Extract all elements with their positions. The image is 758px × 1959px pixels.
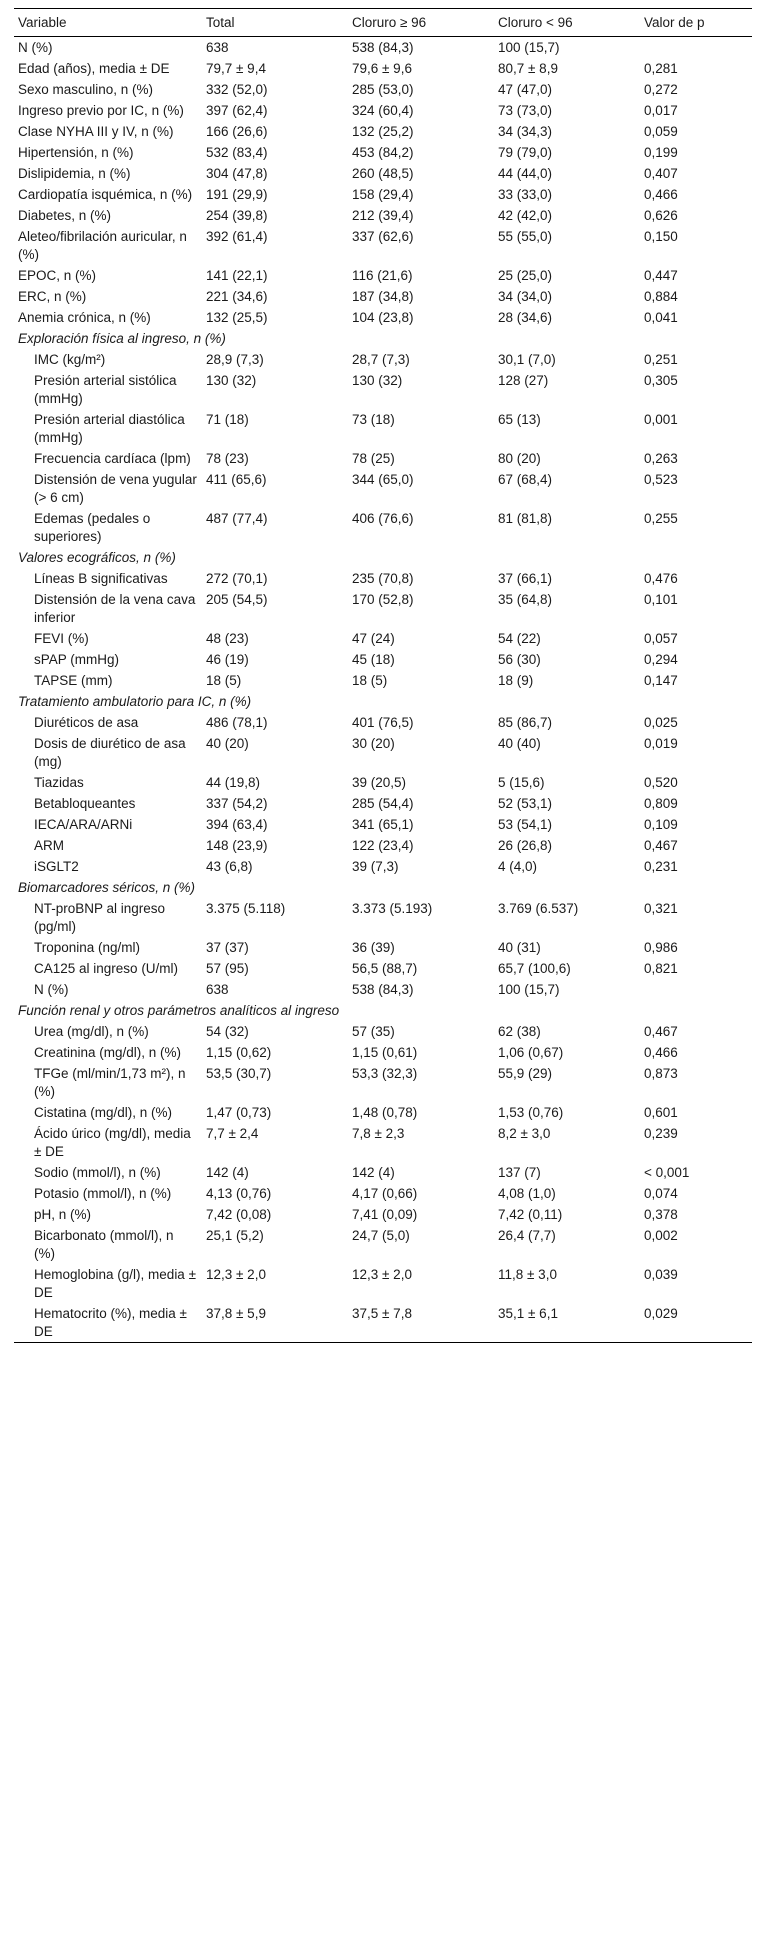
cell-cloruro-high: 285 (53,0) xyxy=(352,81,414,97)
cell-p-value: 0,986 xyxy=(644,939,678,955)
cell-cloruro-high: 132 (25,2) xyxy=(352,123,414,139)
cell-variable: Presión arterial diastólica (mmHg) xyxy=(34,411,185,445)
cell-cloruro-low: 5 (15,6) xyxy=(498,774,545,790)
cell-total: 132 (25,5) xyxy=(206,309,268,325)
cell-total: 79,7 ± 9,4 xyxy=(206,60,266,76)
cell-total: 205 (54,5) xyxy=(206,591,268,607)
cell-p-value: 0,109 xyxy=(644,816,678,832)
cell-cloruro-low: 26,4 (7,7) xyxy=(498,1227,556,1243)
cell-p-value: 0,150 xyxy=(644,228,678,244)
cell-p-value: 0,017 xyxy=(644,102,678,118)
cell-variable: Sodio (mmol/l), n (%) xyxy=(34,1164,161,1180)
cell-total: 18 (5) xyxy=(206,672,242,688)
cell-total: 142 (4) xyxy=(206,1164,249,1180)
cell-total: 7,7 ± 2,4 xyxy=(206,1125,259,1141)
cell-cloruro-low: 55 (55,0) xyxy=(498,228,553,244)
cell-p-value: 0,231 xyxy=(644,858,678,874)
cell-cloruro-low: 3.769 (6.537) xyxy=(498,900,579,916)
cell-variable: pH, n (%) xyxy=(34,1206,92,1222)
cell-cloruro-low: 4 (4,0) xyxy=(498,858,538,874)
table-row xyxy=(14,163,752,184)
cell-total: 48 (23) xyxy=(206,630,249,646)
cell-cloruro-low: 80 (20) xyxy=(498,450,541,466)
cell-cloruro-low: 25 (25,0) xyxy=(498,267,553,283)
cell-cloruro-high: 104 (23,8) xyxy=(352,309,414,325)
cell-variable: Edemas (pedales o superiores) xyxy=(34,510,151,544)
cell-total: 397 (62,4) xyxy=(206,102,268,118)
cell-p-value: 0,101 xyxy=(644,591,678,607)
cell-variable: Potasio (mmol/l), n (%) xyxy=(34,1185,172,1201)
cell-variable: Urea (mg/dl), n (%) xyxy=(34,1023,149,1039)
cell-variable: Creatinina (mg/dl), n (%) xyxy=(34,1044,182,1060)
cell-p-value: 0,025 xyxy=(644,714,678,730)
cell-p-value: 0,821 xyxy=(644,960,678,976)
cell-variable: N (%) xyxy=(18,39,53,55)
cell-total: 254 (39,8) xyxy=(206,207,268,223)
section-title: Biomarcadores séricos, n (%) xyxy=(18,879,196,895)
cell-total: 332 (52,0) xyxy=(206,81,268,97)
cell-variable: IECA/ARA/ARNi xyxy=(34,816,133,832)
cell-cloruro-low: 73 (73,0) xyxy=(498,102,553,118)
table-row xyxy=(14,307,752,328)
cell-total: 148 (23,9) xyxy=(206,837,268,853)
cell-p-value: 0,466 xyxy=(644,1044,678,1060)
header-cloruro-low: Cloruro < 96 xyxy=(494,9,640,37)
cell-variable: Anemia crónica, n (%) xyxy=(18,309,151,325)
cell-cloruro-high: 30 (20) xyxy=(352,735,395,751)
cell-cloruro-low: 35,1 ± 6,1 xyxy=(498,1305,558,1321)
cell-cloruro-low: 53 (54,1) xyxy=(498,816,553,832)
cell-p-value: 0,281 xyxy=(644,60,678,76)
cell-cloruro-low: 11,8 ± 3,0 xyxy=(498,1266,557,1282)
cell-variable: Tiazidas xyxy=(34,774,84,790)
cell-p-value: 0,873 xyxy=(644,1065,678,1081)
cell-cloruro-high: 53,3 (32,3) xyxy=(352,1065,418,1081)
cell-variable: Bicarbonato (mmol/l), n (%) xyxy=(34,1227,174,1261)
table-row xyxy=(14,835,752,856)
cell-cloruro-low: 1,06 (0,67) xyxy=(498,1044,564,1060)
cell-variable: Sexo masculino, n (%) xyxy=(18,81,154,97)
table-row xyxy=(14,100,752,121)
cell-cloruro-low: 34 (34,3) xyxy=(498,123,553,139)
cell-cloruro-low: 137 (7) xyxy=(498,1164,541,1180)
cell-cloruro-high: 260 (48,5) xyxy=(352,165,414,181)
cell-p-value: 0,294 xyxy=(644,651,678,667)
cell-cloruro-high: 7,8 ± 2,3 xyxy=(352,1125,405,1141)
cell-variable: Dislipidemia, n (%) xyxy=(18,165,131,181)
cell-p-value: 0,001 xyxy=(644,411,678,427)
cell-cloruro-low: 65,7 (100,6) xyxy=(498,960,571,976)
cell-total: 25,1 (5,2) xyxy=(206,1227,264,1243)
cell-variable: IMC (kg/m²) xyxy=(34,351,106,367)
cell-cloruro-low: 8,2 ± 3,0 xyxy=(498,1125,551,1141)
table-row xyxy=(14,793,752,814)
cell-p-value: 0,019 xyxy=(644,735,678,751)
cell-total: 141 (22,1) xyxy=(206,267,268,283)
cell-cloruro-low: 62 (38) xyxy=(498,1023,541,1039)
cell-cloruro-high: 4,17 (0,66) xyxy=(352,1185,418,1201)
cell-total: 411 (65,6) xyxy=(206,471,267,487)
cell-cloruro-low: 81 (81,8) xyxy=(498,510,553,526)
cell-cloruro-high: 401 (76,5) xyxy=(352,714,414,730)
cell-cloruro-high: 158 (29,4) xyxy=(352,186,414,202)
table-row xyxy=(14,856,752,877)
cell-cloruro-high: 7,41 (0,09) xyxy=(352,1206,418,1222)
cell-p-value: 0,147 xyxy=(644,672,678,688)
cell-cloruro-high: 285 (54,4) xyxy=(352,795,414,811)
cell-cloruro-low: 7,42 (0,11) xyxy=(498,1206,563,1222)
cell-p-value xyxy=(640,979,752,1000)
cell-total: 191 (29,9) xyxy=(206,186,268,202)
cell-cloruro-low: 54 (22) xyxy=(498,630,541,646)
cell-cloruro-high: 78 (25) xyxy=(352,450,395,466)
cell-variable: Aleteo/fibrilación auricular, n (%) xyxy=(18,228,187,262)
table-row xyxy=(14,1042,752,1063)
cell-p-value: 0,305 xyxy=(644,372,678,388)
cell-cloruro-high: 3.373 (5.193) xyxy=(352,900,433,916)
table-row xyxy=(14,1303,752,1343)
cell-total: 7,42 (0,08) xyxy=(206,1206,272,1222)
cell-p-value: 0,263 xyxy=(644,450,678,466)
cell-variable: Diabetes, n (%) xyxy=(18,207,112,223)
cell-p-value: 0,272 xyxy=(644,81,678,97)
cell-cloruro-high: 39 (7,3) xyxy=(352,858,399,874)
table-row xyxy=(14,772,752,793)
cell-variable: Betabloqueantes xyxy=(34,795,136,811)
cell-cloruro-low: 18 (9) xyxy=(498,672,534,688)
cell-total: 37 (37) xyxy=(206,939,249,955)
cell-cloruro-high: 24,7 (5,0) xyxy=(352,1227,410,1243)
cell-total: 37,8 ± 5,9 xyxy=(206,1305,266,1321)
cell-p-value: 0,520 xyxy=(644,774,678,790)
header-total: Total xyxy=(202,9,348,37)
table-row xyxy=(14,898,752,937)
cell-total: 28,9 (7,3) xyxy=(206,351,264,367)
cell-variable: Diuréticos de asa xyxy=(34,714,139,730)
cell-variable: Edad (años), media ± DE xyxy=(18,60,170,76)
table-row xyxy=(14,1021,752,1042)
section-title: Exploración física al ingreso, n (%) xyxy=(18,330,226,346)
cell-p-value: 0,626 xyxy=(644,207,678,223)
cell-total: 532 (83,4) xyxy=(206,144,268,160)
cell-cloruro-low: 47 (47,0) xyxy=(498,81,553,97)
table-row xyxy=(14,979,752,1000)
cell-total: 43 (6,8) xyxy=(206,858,253,874)
cell-cloruro-low: 44 (44,0) xyxy=(498,165,553,181)
section-row xyxy=(14,691,752,712)
cell-total: 1,47 (0,73) xyxy=(206,1104,272,1120)
cell-variable: Clase NYHA III y IV, n (%) xyxy=(18,123,174,139)
cell-total: 486 (78,1) xyxy=(206,714,268,730)
cell-cloruro-high: 235 (70,8) xyxy=(352,570,414,586)
cell-total: 130 (32) xyxy=(206,372,257,388)
cell-p-value: 0,039 xyxy=(644,1266,678,1282)
cell-cloruro-high: 39 (20,5) xyxy=(352,774,407,790)
section-row xyxy=(14,1000,752,1021)
cell-total: 44 (19,8) xyxy=(206,774,261,790)
cell-cloruro-low: 33 (33,0) xyxy=(498,186,553,202)
cell-p-value: 0,251 xyxy=(644,351,678,367)
cell-cloruro-high: 57 (35) xyxy=(352,1023,395,1039)
cell-total: 487 (77,4) xyxy=(206,510,268,526)
cell-cloruro-high: 18 (5) xyxy=(352,672,388,688)
cell-p-value: 0,255 xyxy=(644,510,678,526)
cell-cloruro-high: 130 (32) xyxy=(352,372,403,388)
cell-variable: sPAP (mmHg) xyxy=(34,651,120,667)
cell-total: 46 (19) xyxy=(206,651,249,667)
cell-variable: Distensión de la vena cava inferior xyxy=(34,591,196,625)
cell-cloruro-high: 538 (84,3) xyxy=(352,39,414,55)
table-row xyxy=(14,265,752,286)
table-row xyxy=(14,508,752,547)
cell-variable: Presión arterial sistólica (mmHg) xyxy=(34,372,177,406)
table-body xyxy=(14,37,752,1343)
cell-cloruro-low: 26 (26,8) xyxy=(498,837,553,853)
cell-cloruro-high: 122 (23,4) xyxy=(352,837,414,853)
cell-variable: TAPSE (mm) xyxy=(34,672,113,688)
cell-cloruro-low: 37 (66,1) xyxy=(498,570,553,586)
cell-variable: Troponina (ng/ml) xyxy=(34,939,141,955)
section-row xyxy=(14,547,752,568)
cell-cloruro-low: 40 (31) xyxy=(498,939,541,955)
cell-cloruro-high: 12,3 ± 2,0 xyxy=(352,1266,412,1282)
cell-p-value: 0,467 xyxy=(644,837,678,853)
cell-cloruro-low: 28 (34,6) xyxy=(498,309,553,325)
cell-cloruro-high: 116 (21,6) xyxy=(352,267,413,283)
cell-total: 221 (34,6) xyxy=(206,288,268,304)
cell-cloruro-low: 30,1 (7,0) xyxy=(498,351,556,367)
cell-cloruro-high: 344 (65,0) xyxy=(352,471,414,487)
table-row xyxy=(14,1063,752,1102)
cell-total: 337 (54,2) xyxy=(206,795,268,811)
cell-total: 304 (47,8) xyxy=(206,165,268,181)
table-row xyxy=(14,958,752,979)
cell-cloruro-high: 142 (4) xyxy=(352,1164,395,1180)
table-row xyxy=(14,649,752,670)
table-row xyxy=(14,286,752,307)
table-row xyxy=(14,226,752,265)
cell-cloruro-high: 324 (60,4) xyxy=(352,102,414,118)
cell-total: 638 xyxy=(206,39,229,55)
cell-variable: CA125 al ingreso (U/ml) xyxy=(34,960,179,976)
cell-variable: Ingreso previo por IC, n (%) xyxy=(18,102,184,118)
cell-cloruro-high: 45 (18) xyxy=(352,651,395,667)
table-row xyxy=(14,1123,752,1162)
cell-cloruro-low: 40 (40) xyxy=(498,735,541,751)
cell-cloruro-high: 1,48 (0,78) xyxy=(352,1104,418,1120)
cell-p-value: 0,601 xyxy=(644,1104,678,1120)
header-cloruro-high: Cloruro ≥ 96 xyxy=(348,9,494,37)
cell-total: 78 (23) xyxy=(206,450,249,466)
cell-cloruro-high: 538 (84,3) xyxy=(352,981,414,997)
cell-total: 12,3 ± 2,0 xyxy=(206,1266,266,1282)
cell-variable: Hipertensión, n (%) xyxy=(18,144,134,160)
cell-variable: ERC, n (%) xyxy=(18,288,87,304)
table-row xyxy=(14,1225,752,1264)
table-row xyxy=(14,184,752,205)
table-row xyxy=(14,370,752,409)
cell-cloruro-high: 187 (34,8) xyxy=(352,288,414,304)
cell-variable: Dosis de diurético de asa (mg) xyxy=(34,735,186,769)
table-row xyxy=(14,1183,752,1204)
cell-p-value: 0,057 xyxy=(644,630,678,646)
cell-cloruro-low: 55,9 (29) xyxy=(498,1065,553,1081)
cell-p-value: 0,029 xyxy=(644,1305,678,1321)
table-row xyxy=(14,469,752,508)
cell-variable: Cardiopatía isquémica, n (%) xyxy=(18,186,193,202)
cell-p-value: 0,447 xyxy=(644,267,678,283)
section-row xyxy=(14,328,752,349)
table-row xyxy=(14,142,752,163)
cell-total: 638 xyxy=(206,981,229,997)
cell-cloruro-high: 212 (39,4) xyxy=(352,207,414,223)
cell-cloruro-high: 56,5 (88,7) xyxy=(352,960,418,976)
table-header xyxy=(14,9,752,37)
cell-variable: Hematocrito (%), media ± DE xyxy=(34,1305,187,1339)
cell-cloruro-high: 47 (24) xyxy=(352,630,395,646)
cell-p-value: 0,466 xyxy=(644,186,678,202)
cell-total: 54 (32) xyxy=(206,1023,249,1039)
table-row xyxy=(14,205,752,226)
table-row xyxy=(14,733,752,772)
cell-cloruro-low: 80,7 ± 8,9 xyxy=(498,60,558,76)
cell-p-value: 0,321 xyxy=(644,900,678,916)
cell-cloruro-high: 37,5 ± 7,8 xyxy=(352,1305,412,1321)
table-row xyxy=(14,1204,752,1225)
cell-variable: NT-proBNP al ingreso (pg/ml) xyxy=(34,900,166,934)
table-row xyxy=(14,670,752,691)
section-title: Tratamiento ambulatorio para IC, n (%) xyxy=(18,693,252,709)
table-row xyxy=(14,409,752,448)
table-row xyxy=(14,814,752,835)
cell-variable: Distensión de vena yugular (> 6 cm) xyxy=(34,471,197,505)
cell-cloruro-high: 341 (65,1) xyxy=(352,816,414,832)
cell-total: 394 (63,4) xyxy=(206,816,268,832)
cell-cloruro-low: 100 (15,7) xyxy=(498,39,560,55)
cell-variable: iSGLT2 xyxy=(34,858,79,874)
cell-variable: Cistatina (mg/dl), n (%) xyxy=(34,1104,173,1120)
cell-cloruro-low: 65 (13) xyxy=(498,411,541,427)
header-variable: Variable xyxy=(14,9,202,37)
cell-cloruro-low: 85 (86,7) xyxy=(498,714,553,730)
cell-cloruro-low: 100 (15,7) xyxy=(498,981,560,997)
table-row xyxy=(14,1264,752,1303)
cell-cloruro-low: 56 (30) xyxy=(498,651,541,667)
table-row xyxy=(14,1162,752,1183)
table-row xyxy=(14,448,752,469)
cell-cloruro-high: 337 (62,6) xyxy=(352,228,414,244)
table-row xyxy=(14,37,752,59)
cell-total: 71 (18) xyxy=(206,411,249,427)
cell-cloruro-low: 79 (79,0) xyxy=(498,144,553,160)
table-row xyxy=(14,628,752,649)
cell-cloruro-low: 1,53 (0,76) xyxy=(498,1104,564,1120)
cell-cloruro-high: 406 (76,6) xyxy=(352,510,414,526)
cell-cloruro-high: 28,7 (7,3) xyxy=(352,351,410,367)
cell-p-value: 0,378 xyxy=(644,1206,678,1222)
cell-variable: EPOC, n (%) xyxy=(18,267,97,283)
cell-p-value: 0,041 xyxy=(644,309,678,325)
cell-variable: Ácido úrico (mg/dl), media ± DE xyxy=(34,1125,191,1159)
cell-variable: Líneas B significativas xyxy=(34,570,168,586)
cell-p-value: 0,002 xyxy=(644,1227,678,1243)
cell-cloruro-high: 453 (84,2) xyxy=(352,144,414,160)
cell-cloruro-low: 67 (68,4) xyxy=(498,471,553,487)
header-p-value: Valor de p xyxy=(640,9,752,37)
table-row xyxy=(14,349,752,370)
cell-cloruro-low: 4,08 (1,0) xyxy=(498,1185,556,1201)
cell-p-value: 0,809 xyxy=(644,795,678,811)
cell-total: 272 (70,1) xyxy=(206,570,268,586)
cell-p-value: 0,884 xyxy=(644,288,678,304)
cell-variable: Hemoglobina (g/l), media ± DE xyxy=(34,1266,196,1300)
table-row xyxy=(14,1102,752,1123)
cell-p-value: 0,199 xyxy=(644,144,678,160)
cell-cloruro-high: 73 (18) xyxy=(352,411,395,427)
section-title: Valores ecográficos, n (%) xyxy=(18,549,176,565)
cell-p-value: 0,059 xyxy=(644,123,678,139)
cell-p-value: 0,407 xyxy=(644,165,678,181)
cell-cloruro-low: 34 (34,0) xyxy=(498,288,553,304)
table-row xyxy=(14,121,752,142)
table-row xyxy=(14,568,752,589)
cell-cloruro-low: 128 (27) xyxy=(498,372,549,388)
cell-p-value: 0,467 xyxy=(644,1023,678,1039)
cell-cloruro-low: 52 (53,1) xyxy=(498,795,553,811)
cell-variable: Frecuencia cardíaca (lpm) xyxy=(34,450,191,466)
cell-variable: TFGe (ml/min/1,73 m²), n (%) xyxy=(34,1065,186,1099)
data-table xyxy=(14,8,752,1343)
cell-p-value: 0,476 xyxy=(644,570,678,586)
cell-variable: N (%) xyxy=(34,981,69,997)
section-title: Función renal y otros parámetros analíticos al ingreso xyxy=(18,1002,340,1018)
cell-variable: ARM xyxy=(34,837,64,853)
cell-total: 53,5 (30,7) xyxy=(206,1065,272,1081)
cell-p-value: 0,239 xyxy=(644,1125,678,1141)
cell-p-value: 0,523 xyxy=(644,471,678,487)
cell-cloruro-low: 42 (42,0) xyxy=(498,207,553,223)
cell-total: 4,13 (0,76) xyxy=(206,1185,272,1201)
cell-total: 57 (95) xyxy=(206,960,249,976)
cell-total: 166 (26,6) xyxy=(206,123,268,139)
cell-variable: FEVI (%) xyxy=(34,630,89,646)
cell-cloruro-low: 35 (64,8) xyxy=(498,591,553,607)
cell-total: 3.375 (5.118) xyxy=(206,900,286,916)
cell-total: 40 (20) xyxy=(206,735,249,751)
table-row xyxy=(14,79,752,100)
cell-p-value: < 0,001 xyxy=(644,1164,690,1180)
table-row xyxy=(14,937,752,958)
table-row xyxy=(14,58,752,79)
cell-cloruro-high: 170 (52,8) xyxy=(352,591,414,607)
header-row xyxy=(14,9,752,37)
data-table-container xyxy=(14,8,752,1343)
section-row xyxy=(14,877,752,898)
cell-cloruro-high: 36 (39) xyxy=(352,939,395,955)
cell-p-value xyxy=(640,37,752,59)
cell-total: 392 (61,4) xyxy=(206,228,268,244)
cell-total: 1,15 (0,62) xyxy=(206,1044,272,1060)
table-row xyxy=(14,712,752,733)
cell-cloruro-high: 79,6 ± 9,6 xyxy=(352,60,412,76)
cell-p-value: 0,074 xyxy=(644,1185,678,1201)
cell-cloruro-high: 1,15 (0,61) xyxy=(352,1044,418,1060)
table-row xyxy=(14,589,752,628)
